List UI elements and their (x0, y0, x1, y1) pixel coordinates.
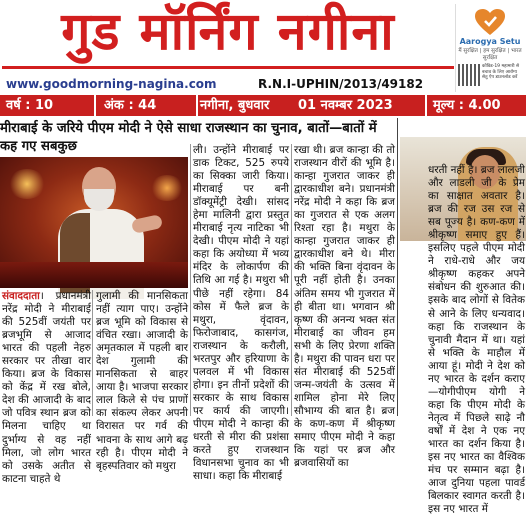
masthead (0, 0, 526, 118)
place-day-label: नगीना, बुधवार (200, 98, 270, 113)
issue-label: अंक : 44 (104, 98, 157, 113)
aarogya-setu-ad (455, 4, 524, 92)
article-column-4: रखा थी। ब्रज कान्हा की तो राजस्थान वीरों की भूमि है। कान्हा गुजरात जाकर ही द्वारकाधीश बने। प्रधानमंत्री नरेंद्र मोदी ने कहा कि ब्रज का गुजरात से एक अलग रिश्ता रहा है। मथुरा के कान्हा गुजरात जाकर ही द्वारकाधीश बने थे। मीरा की भक्ति बिना वृंदावन के पूरी नहीं होती है। उनका अंतिम समय भी गुजरात में ही बीता था। भगवान श्री कृष्ण की अनन्य भक्त संत मीराबाई का जीवन हम सभी के लिए प्रेरणा शक्ति है। मथुरा की पावन धरा पर संत मीराबाई की 525वीं जन्म-जयंती के उत्सव में शामिल होना मेरे लिए सौभाग्य की बात है। ब्रज के कण-कण में श्रीकृष्ण समाए पीएम मोदी ने कहा कि यहां पर ब्रज और ब्रजवासियों का (294, 144, 395, 470)
figure-hand (131, 214, 163, 234)
rni-number: R.N.I-UPHIN/2013/49182 (258, 77, 424, 91)
column-rule (92, 290, 93, 416)
column-rule (190, 144, 191, 416)
aarogya-fine-print: कोविड-19 महामारी से बचाव के लिए आरोग्य सेतु ऐप डाउनलोड करें (482, 64, 520, 81)
divider (196, 95, 198, 116)
article-column-2: गुलामी की मानसिकता नहीं त्याग पाए। उन्होंने ब्रज भूमि को विकास से वंचित रखा। आजादी के अमृतकाल में पहली बार देश गुलामी की मानसिकता से बाहर आया है। भाजपा सरकार लाल किले से पंच प्राणों का संकल्प लेकर अपनी विरासत पर गर्व की भावना के साथ आगे बढ़ रही है। पीएम मोदी ने बृहस्पतिवार को मथुरा (96, 290, 188, 472)
stage-light (150, 175, 184, 201)
title-rule (2, 66, 454, 69)
price-label: मूल्य : 4.00 (433, 98, 501, 113)
article-column-1 (2, 290, 91, 485)
byline: संवाददाता (2, 290, 40, 302)
pm-modi-photo (0, 157, 188, 288)
volume-label: वर्ष : 10 (6, 98, 54, 113)
article-column-3: ली। उन्होंने मीराबाई पर डाक टिकट, 525 रुपये का सिक्का जारी किया। मीराबाई पर बनी डॉक्यूमेंट्री देखी। सांसद हेमा मालिनी द्वारा प्रस्तुत मीराबाई नृत्य नाटिका भी देखी। पीएम मोदी ने यहां कहा कि अयोध्या में भव्य मंदिर के लोकार्पण की तिथि आ गई है। मथुरा भी पीछे नहीं रहेगा। 84 कोस में फैले ब्रज के मथुरा, वृंदावन, फिरोजाबाद, कासगंज, राजस्थान के करौली, भरतपुर और हरियाणा के पलवल में भी विकास होगा। इन तीनों प्रदेशों की सरकार के साथ विकास पर कार्य की जाएगी। पीएम मोदी ने कान्हा की धरती से मीरा की प्रशंसा करते हुए राजस्थान विधानसभा चुनाव का भी साधा। कहा कि मीराबाई (193, 144, 289, 483)
divider (425, 95, 427, 116)
aarogya-brand: Aarogya Setu (459, 37, 521, 46)
issue-info-bar (0, 95, 526, 116)
column-text: । प्रधानमंत्री नरेंद्र मोदी ने मीराबाई की 525वीं जयंती पर ब्रजभूमि से आजाद भारत की पहली नेहरु सरकार पर तीखा वार किया। ब्रज के विकास को केंद्र में रख बोले, देश की आजादी के बाद जो पवित्र स्थान ब्रज को मिलना चाहिए था दुर्भाग्य से वह नहीं मिला, जो लोग भारत को उसके अतीत से काटना चाहते थे (2, 290, 91, 485)
article-headline[interactable]: मीराबाई के जरिये पीएम मोदी ने ऐसे साधा राजस्थान का चुनाव, बातों—बातों में कह गए सबकुछ (0, 121, 377, 154)
section-rule (397, 118, 398, 416)
side-story-column: धरती नहीं है। ब्रज लालजी और लाडली जी के प्रेम का साक्षात अवतार है। ब्रज की रज उस रज से सब पूज्य है। कण-कण में श्रीकृष्ण समाए हुए हैं। इसलिए पहले पीएम मोदी ने राधे-राधे और जय श्रीकृष्ण कहकर अपने संबोधन की शुरुआत की। इसके बाद लोगों से वितेक से आने के लिए धन्यवाद। कहा कि राजस्थान के चुनावी मैदान में था। यहां से भक्ति के माहौल में आया हूं। मोदी ने देश को नए भारत के दर्शन कराए—योगीपीएम योगी ने कहा कि पीएम मोदी के नेतृत्व में पिछले साढ़े नौ वर्षों में देश ने एक नए भारत का दर्शन किया है। इस नए भारत का वैश्विक मंच पर सम्मान बढ़ा है। आज दुनिया पहला पावर्ड बिलकार स्वागत करती है। इस नए भारत में (428, 164, 525, 516)
heart-icon (474, 8, 506, 36)
aarogya-tagline: मैं सुरक्षित | हम सुरक्षित | भारत सुरक्षित (458, 48, 522, 61)
stage-floor (0, 262, 188, 288)
divider (94, 95, 96, 116)
newspaper-title: गुड मॉर्निंग नगीना (61, 2, 395, 62)
stage-light (8, 169, 46, 199)
website-link[interactable]: www.goodmorning-nagina.com (6, 77, 217, 91)
date-label: 01 नवम्बर 2023 (298, 98, 393, 113)
figure-beard (84, 189, 114, 211)
qr-code-icon (458, 64, 480, 86)
column-rule (291, 144, 292, 416)
